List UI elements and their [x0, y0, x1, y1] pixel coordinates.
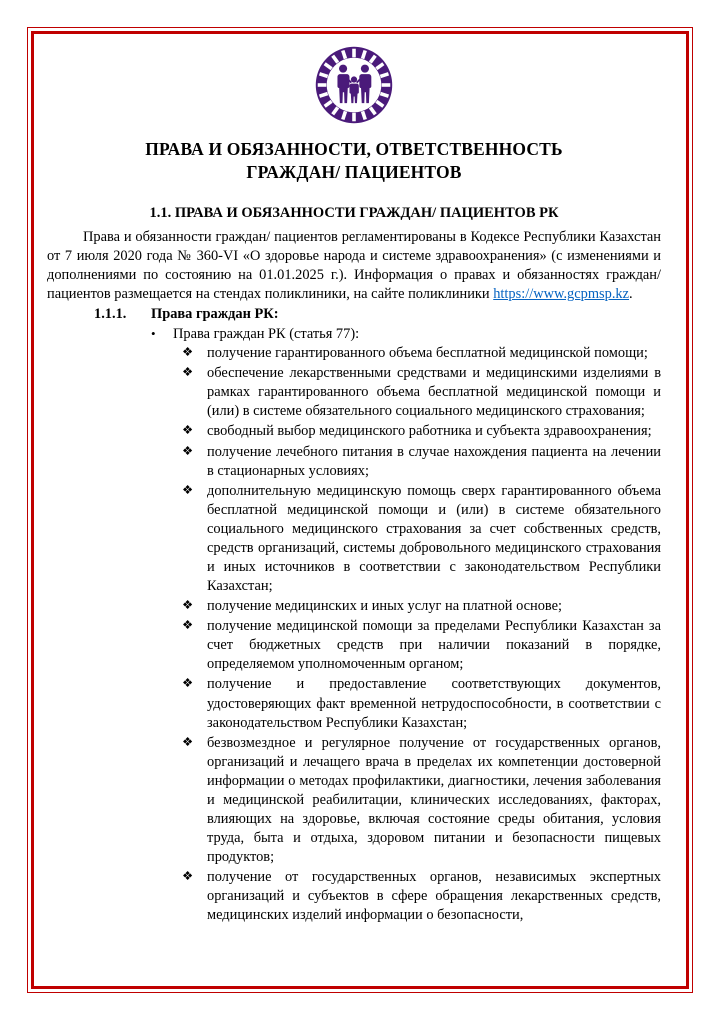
diamond-petal-bullet-icon: ❖ — [182, 443, 194, 458]
page-title — [47, 138, 661, 184]
list-item — [182, 422, 661, 441]
diamond-petal-bullet-icon: ❖ — [182, 365, 194, 380]
list-item — [182, 597, 661, 616]
intro-text-before-link: Права и обязанности граждан/ пациентов регламентированы в Кодексе Республики Казахстан от 7 июля 2020 года № 360-VI «О здоровье народа и системе здравоохранения» (с изменениями и дополнениями по состоянию на 01.01.2025 г.). Информация о правах и обязанностях граждан/ пациентов размещается на стендах поликлиники, на сайте поликлиники — [47, 229, 661, 303]
right-text: дополнительную медицинскую помощь сверх гарантированного объема бесплатной медицинской помощи и (или) в системе обязательного социального медицинского страхования за счет собственных средств, средств организаций, системы добровольного медицинского страхования и иных источников в соответствии с законодательством Республики Казахстан; — [207, 482, 661, 595]
list-item — [182, 364, 661, 421]
right-text: получение от государственных органов, независимых экспертных организаций и субъектов в сфере обращения лекарственных средств, медицинских изделий информации о безопасности, — [207, 869, 661, 924]
list-item — [182, 443, 661, 481]
organization-logo — [47, 46, 661, 124]
right-text: получение медицинской помощи за пределами Республики Казахстан за счет бюджетных средств при наличии показаний в порядке, определяемом уполномоченным органом; — [207, 618, 661, 673]
document-content — [47, 46, 661, 926]
list-item — [182, 675, 661, 732]
list-item — [182, 344, 661, 363]
rights-list — [47, 344, 661, 925]
diamond-petal-bullet-icon: ❖ — [182, 676, 194, 691]
diamond-petal-bullet-icon: ❖ — [182, 734, 194, 749]
right-text: получение медицинских и иных услуг на платной основе; — [207, 598, 563, 615]
subsection-heading — [47, 305, 661, 324]
family-figures — [337, 65, 371, 104]
clinic-website-link[interactable]: https://www.gcpmsp.kz — [493, 286, 630, 303]
list-item — [182, 734, 661, 868]
diamond-petal-bullet-icon: ❖ — [182, 423, 194, 438]
page-title-line-2: ГРАЖДАН/ ПАЦИЕНТОВ — [246, 162, 462, 183]
round-bullet-icon: • — [151, 326, 156, 342]
diamond-petal-bullet-icon: ❖ — [182, 482, 194, 497]
list-intro-item — [47, 325, 661, 344]
diamond-petal-bullet-icon: ❖ — [182, 345, 194, 360]
family-in-circle-emblem-icon — [315, 46, 393, 124]
list-item — [182, 482, 661, 596]
page-title-line-1: ПРАВА И ОБЯЗАННОСТИ, ОТВЕТСТВЕННОСТЬ — [145, 139, 563, 159]
list-item — [182, 868, 661, 925]
right-text: безвозмездное и регулярное получение от государственных органов, организаций и лечащего врача в пределах их компетенции достоверной информации о методах профилактики, диагностики, лечения заболевания и медицинской реабилитации, клинических исследованиях, факторах, влияющих на здоровье, включая состояние среды обитания, условия труда, быта и отдыха, здоровом питании и безопасности пищевых продуктов; — [207, 734, 661, 866]
right-text: обеспечение лекарственными средствами и медицинскими изделиями в рамках гарантированного объема бесплатной медицинской помощи и (или) в системе обязательного социального медицинского страхования; — [207, 365, 661, 420]
subsection-title: Права граждан РК: — [151, 306, 279, 323]
right-text: получение гарантированного объема бесплатной медицинской помощи; — [207, 345, 648, 362]
right-text: получение лечебного питания в случае нахождения пациента на лечении в стационарных условиях; — [207, 443, 661, 479]
right-text: свободный выбор медицинского работника и субъекта здравоохранения; — [207, 423, 652, 440]
diamond-petal-bullet-icon: ❖ — [182, 598, 194, 613]
list-intro-label: Права граждан РК (статья 77): — [173, 326, 360, 343]
diamond-petal-bullet-icon: ❖ — [182, 618, 194, 633]
intro-text-after-link: . — [629, 286, 633, 303]
subsection-number: 1.1.1. — [94, 306, 127, 323]
right-text: получение и предоставление соответствующих документов, удостоверяющих факт временной нетрудоспособности, в соответствии с законодательством Республики Казахстан; — [207, 676, 661, 731]
diamond-petal-bullet-icon: ❖ — [182, 869, 194, 884]
list-item — [182, 617, 661, 674]
section-heading: 1.1. ПРАВА И ОБЯЗАННОСТИ ГРАЖДАН/ ПАЦИЕНТОВ РК — [149, 205, 559, 222]
intro-paragraph — [47, 228, 661, 304]
